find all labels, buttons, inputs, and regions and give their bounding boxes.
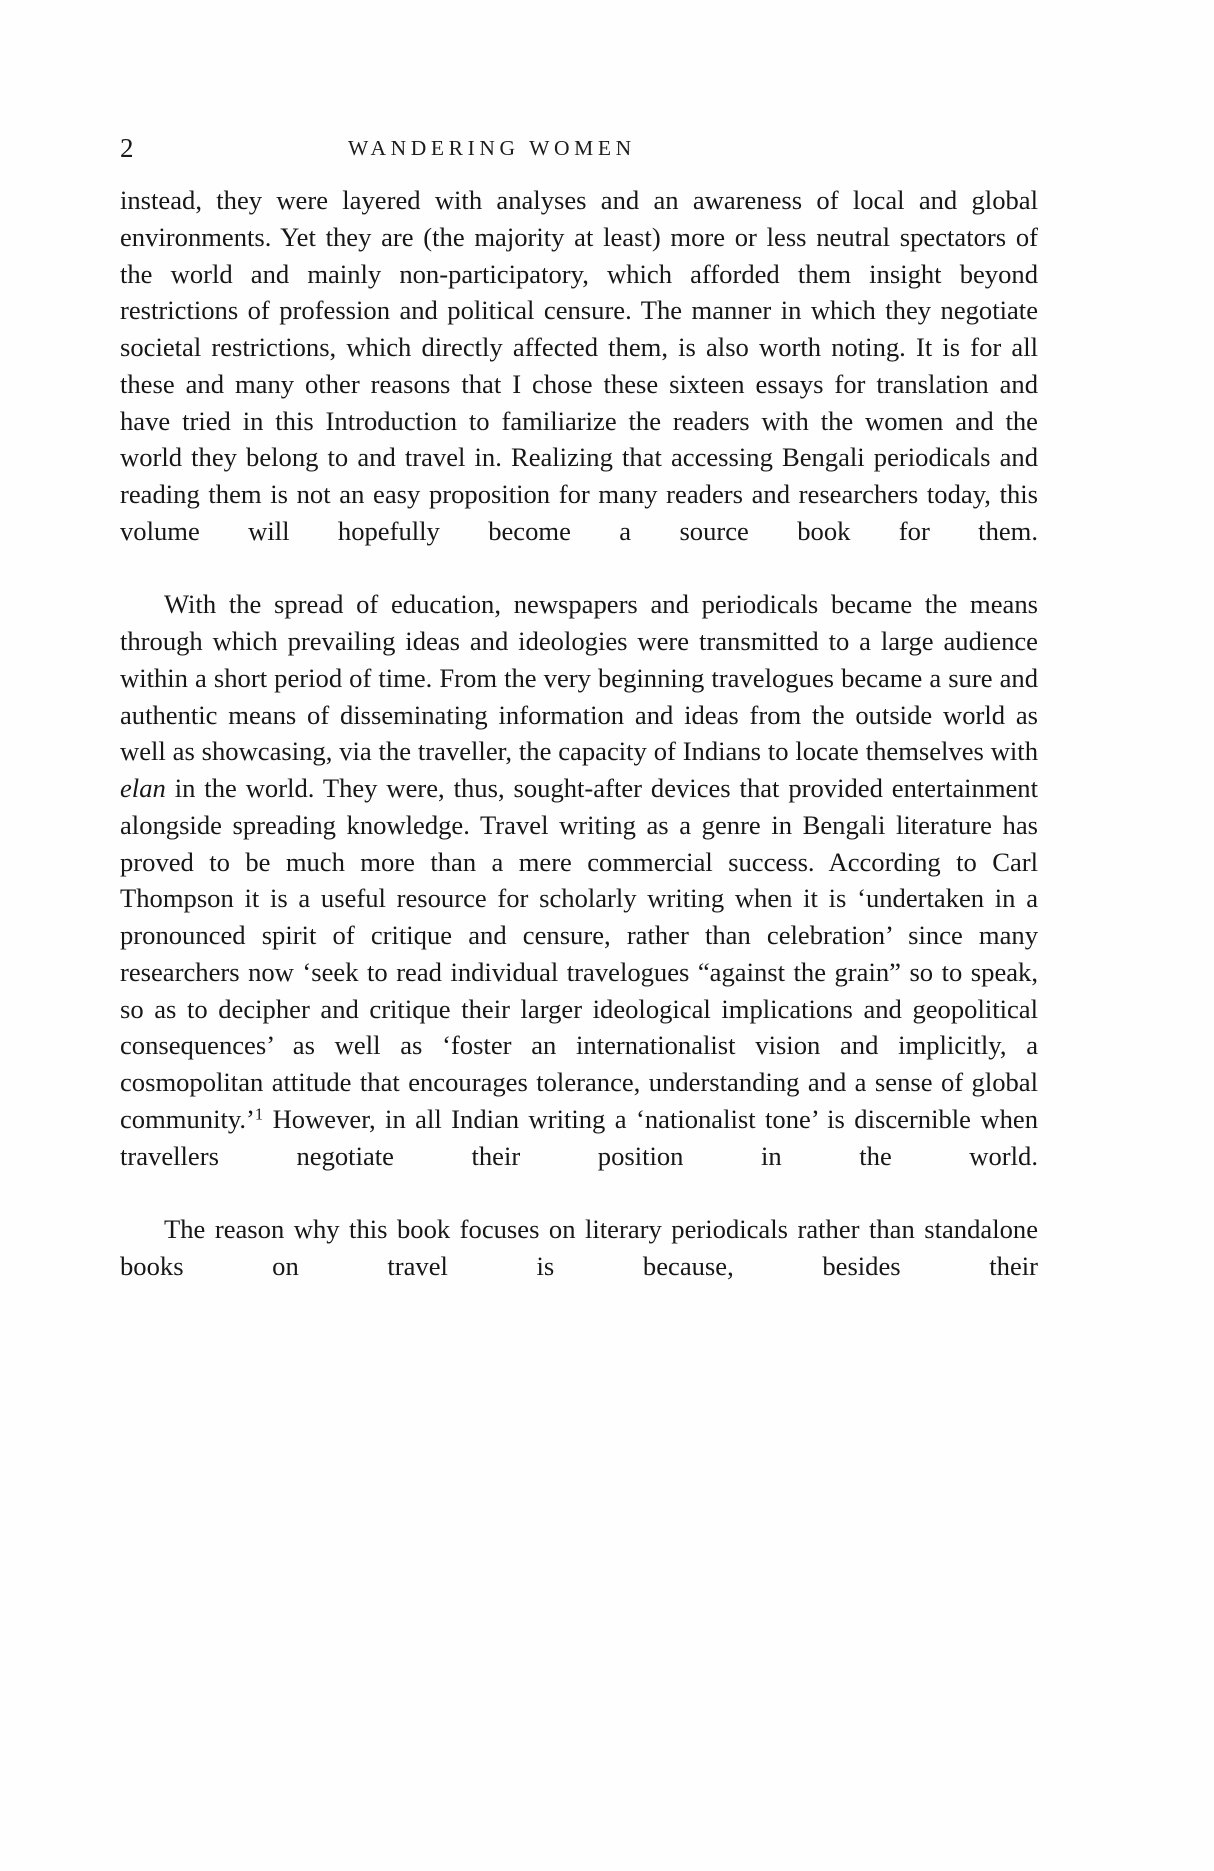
paragraph-reason-why: The reason why this book focuses on literary periodicals rather than standalone books on travel is because, besides their [120,1214,1038,1281]
footnote-marker: 1 [254,1104,264,1124]
body-text-block [120,182,1038,1321]
running-head [120,128,1040,168]
italic-term: elan [120,773,166,803]
page-number: 2 [120,133,134,163]
paragraph-continued: instead, they were layered with analyses and an awareness of local and global environments. Yet they are (the majority at least) more or less neutral spectators of the world and mainly non-participatory, which afforded them insight beyond restrictions of profession and political censure. The manner in which they negotiate societal restrictions, which directly affected them, is also worth noting. It is for all these and many other reasons that I chose these sixteen essays for translation and have tried in this Introduction to familiarize the readers with the women and the world they belong to and travel in. Realizing that accessing Bengali periodicals and reading them is not an easy proposition for many readers and researchers today, this volume will hopefully become a source book for them. [120,185,1038,546]
running-head-title: WANDERING WOMEN [348,136,636,160]
paragraph-spread-of-education: With the spread of education, newspapers and periodicals became the means through which prevailing ideas and ideologies were transmitted to a large audience within a short period of time. From the very beginning travelogues became a sure and authentic means of disseminating information and ideas from the outside world as well as showcasing, via the traveller, the capacity of Indians to locate themselves with elan in the world. They were, thus, sought-after devices that provided entertainment alongside spreading knowledge. Travel writing as a genre in Bengali literature has proved to be much more than a mere commercial success. According to Carl Thompson it is a useful resource for scholarly writing when it is ‘undertaken in a pronounced spirit of critique and censure, rather than celebration’ since many researchers now ‘seek to read individual travelogues “against the grain” so to speak, so as to decipher and critique their larger ideological implications and geopolitical consequences’ as well as ‘foster an internationalist vision and implicitly, a cosmopolitan attitude that encourages tolerance, understanding and a sense of global community.’$^1$ However, in all Indian writing a ‘nationalist tone’ is discernible when travellers negotiate their position in the world. [120,589,1038,1171]
